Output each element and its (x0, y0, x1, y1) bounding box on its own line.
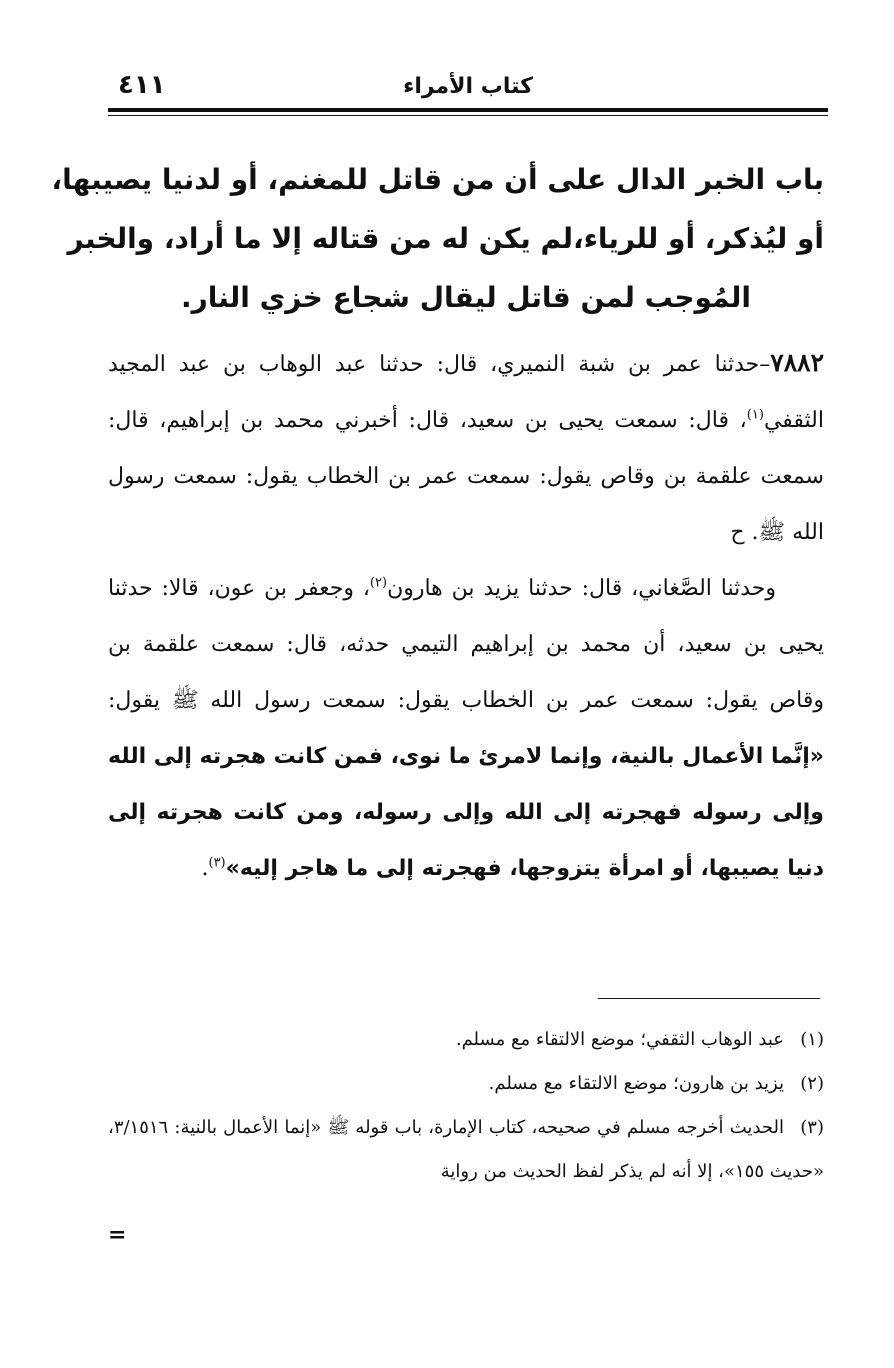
running-title: كتاب الأمراء (403, 74, 533, 99)
isnad-text: ، وجعفر بن عون، قالا: حدثنا يحيى بن سعيد، أن محمد بن إبراهيم التيمي حدثه، قال: سمعت علقمة بن وقاص يقول: سمعت عمر بن الخطاب يقول: سمعت رسول الله ﷺ يقول: (108, 576, 824, 713)
header-rule-thick (108, 108, 828, 112)
footnote-separator (598, 998, 820, 999)
isnad-paragraph-2 (108, 561, 824, 897)
header-rule-thin (108, 115, 828, 116)
footnote-item (108, 1018, 824, 1062)
footnote-ref-3[interactable]: (٣) (208, 855, 226, 871)
isnad-text: –حدثنا عمر بن شبة النميري، قال: حدثنا عبد الوهاب بن عبد المجيد الثقفي (108, 352, 824, 433)
footnote-ref-2[interactable]: (٢) (369, 575, 388, 591)
hadith-end: . (201, 856, 209, 881)
hadith-matn: «إنَّما الأعمال بالنية، وإنما لامرئ ما نوى، فمن كانت هجرته إلى الله وإلى رسوله فهجرته إلى الله وإلى رسوله، ومن كانت هجرته إلى دنيا يصيبها، أو امرأة يتزوجها، فهجرته إلى ما هاجر إليه» (108, 744, 824, 881)
footnote-ref-1[interactable]: (١) (746, 407, 764, 423)
page-header (108, 66, 828, 106)
continuation-mark: = (108, 1222, 127, 1248)
hadith-number: ٧٨٨٢ (770, 348, 824, 377)
footnotes (108, 1018, 824, 1194)
chapter-heading-line: أو ليُذكر، أو للرياء،لم يكن له من قتاله إلا ما أراد، والخبر (67, 222, 824, 255)
isnad-text: وحدثنا الصَّغاني، قال: حدثنا يزيد بن هارون (387, 576, 776, 601)
footnote-number: (٢) (800, 1073, 824, 1094)
footnote-number: (٣) (800, 1117, 824, 1138)
isnad-text: ، قال: سمعت يحيى بن سعيد، قال: أخبرني محمد بن إبراهيم، قال: سمعت علقمة بن وقاص يقول: سمعت عمر بن الخطاب يقول: سمعت رسول الله ﷺ. ح (108, 408, 824, 545)
page-number: ٤١١ (118, 70, 166, 100)
hadith-text (108, 335, 824, 897)
footnote-text: عبد الوهاب الثقفي؛ موضع الالتقاء مع مسلم. (455, 1029, 784, 1050)
isnad-paragraph-1 (108, 335, 824, 561)
chapter-heading-line: باب الخبر الدال على أن من قاتل للمغنم، أو لدنيا يصيبها، (51, 163, 824, 196)
footnote-item (108, 1106, 824, 1194)
footnote-text: يزيد بن هارون؛ موضع الالتقاء مع مسلم. (488, 1073, 784, 1094)
footnote-text: الحديث أخرجه مسلم في صحيحه، كتاب الإمارة، باب قوله ﷺ «إنما الأعمال بالنية: ٣/١٥١٦، «حديث ١٥٥»، إلا أنه لم يذكر لفظ الحديث من رواية (108, 1117, 824, 1182)
chapter-heading (51, 150, 824, 327)
footnote-number: (١) (800, 1029, 824, 1050)
chapter-heading-line: المُوجب لمن قاتل ليقال شجاع خزي النار. (181, 281, 751, 314)
footnote-item (108, 1062, 824, 1106)
